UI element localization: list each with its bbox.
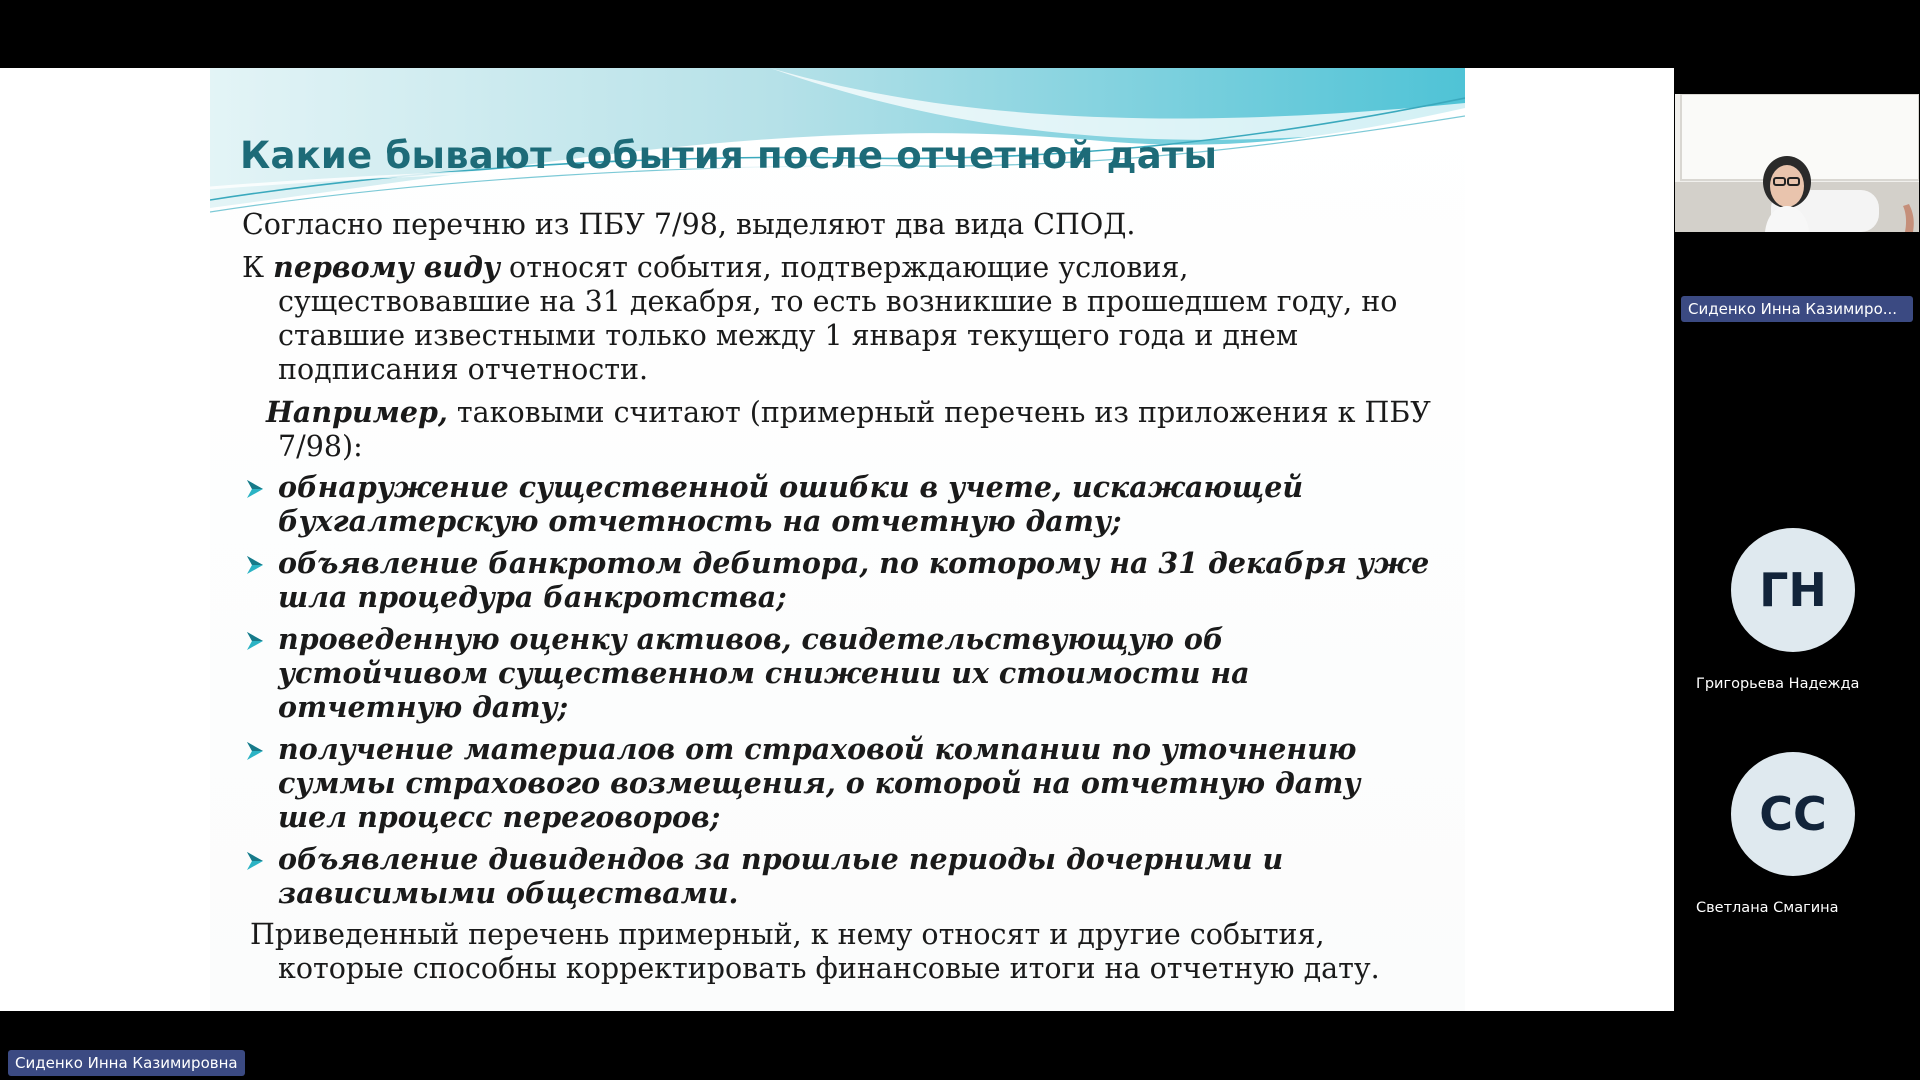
speaker-video-frame (1675, 94, 1919, 232)
slide-body (242, 208, 1437, 994)
bullet-text: объявление дивидендов за прошлые периоды дочерними и зависимыми обществами. (278, 842, 1284, 910)
speaker-video-tile[interactable] (1675, 94, 1919, 232)
first-kind-text: относят события, подтверждающие условия, существовавшие на 31 декабря, то есть возникшие в прошедшем году, но ставшие известными только между 1 января текущего года и днем подписания отчетности. (278, 251, 1398, 386)
shared-screen (0, 68, 1674, 1011)
bullet-text: обнаружение существенной ошибки в учете, искажающей бухгалтерскую отчетность на отчетную дату; (278, 470, 1304, 538)
intro-paragraph: Согласно перечню из ПБУ 7/98, выделяют два вида СПОД. (242, 208, 1136, 241)
list-item (242, 842, 1437, 910)
participant-avatar[interactable]: СС (1731, 752, 1855, 876)
arrow-bullet-icon (244, 478, 266, 500)
bullet-text: проведенную оценку активов, свидетельствующую об устойчивом существенном снижении их стоимости на отчетную дату; (278, 622, 1250, 724)
arrow-bullet-icon (244, 740, 266, 762)
example-text: таковыми считают (примерный перечень из приложения к ПБУ 7/98): (278, 396, 1431, 463)
arrow-bullet-icon (244, 630, 266, 652)
example-emphasis: Например, (266, 395, 448, 429)
list-item (242, 546, 1437, 614)
first-kind-emphasis: первому виду (273, 250, 500, 284)
arrow-bullet-icon (244, 850, 266, 872)
first-kind-prefix: К (242, 251, 274, 284)
list-item (242, 470, 1437, 538)
closing-paragraph: Приведенный перечень примерный, к нему относят и другие события, которые способны корректировать финансовые итоги на отчетную дату. (250, 918, 1380, 985)
arrow-bullet-icon (244, 554, 266, 576)
participant-name: Григорьева Надежда (1696, 676, 1860, 692)
presenter-name-tag: Сиденко Инна Казимировна (8, 1050, 245, 1076)
presentation-slide (210, 68, 1465, 1011)
list-item (242, 732, 1437, 834)
active-speaker-name-tag: Сиденко Инна Казимиро... (1681, 296, 1913, 322)
first-kind-paragraph (242, 250, 1437, 387)
example-paragraph (242, 395, 1437, 464)
participant-name: Светлана Смагина (1696, 900, 1839, 916)
list-item (242, 622, 1437, 724)
bullet-list (242, 470, 1437, 910)
bullet-text: получение материалов от страховой компании по уточнению суммы страхового возмещения, о которой на отчетную дату шел процесс переговоров; (278, 732, 1361, 834)
bullet-text: объявление банкротом дебитора, по которому на 31 декабря уже шла процедура банкротства; (278, 546, 1430, 614)
slide-title: Какие бывают события после отчетной даты (240, 134, 1218, 177)
participant-avatar[interactable]: ГН (1731, 528, 1855, 652)
